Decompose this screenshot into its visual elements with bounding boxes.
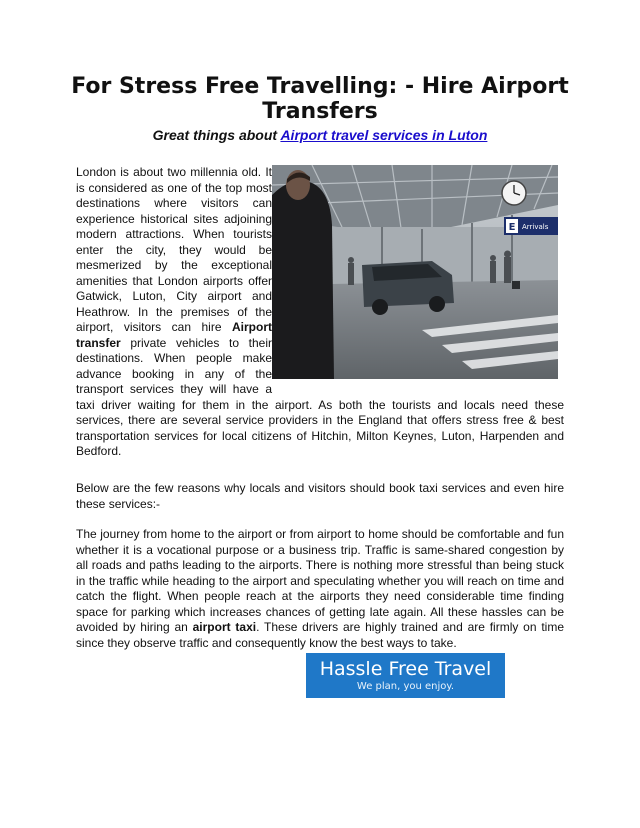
- sign-text: Arrivals: [522, 223, 549, 231]
- airport-transfer-keyword: Airport transfer: [76, 320, 272, 350]
- reasons-text: Below are the few reasons why locals and visitors should book taxi services and even hire these services:-: [76, 481, 564, 511]
- paragraph-reasons-intro: [76, 481, 564, 512]
- airport-taxi-keyword: airport taxi: [192, 620, 257, 634]
- hassle-free-travel-logo: [306, 653, 505, 698]
- intro-text-1: London is about two millennia old. It is considered as one of the top most destinations where visitors can experience historical sites adjoining modern attractions. When tourists enter the city, they would be mesmerized by the exceptional amenities that London airports offer Gatwick, Luton, City airport and Heathrow. In the premises of the airport, visitors can hire: [76, 165, 272, 334]
- subtitle-prefix: Great things about: [152, 127, 281, 143]
- journey-text-2: . These drivers are highly trained and are firmly on time since they observe traffic and consequently know the best ways to take.: [76, 620, 564, 650]
- intro-text-2: private vehicles to their destinations. When people make advance booking in any of the transport services they will have a taxi driver waiting for them in the airport. As both the tourists and locals need these services, there are several service providers in the England that offers stress free & best transportation services for local citizens of Hitchin, Milton Keynes, Luton, Harpenden and Bedford.: [76, 335, 564, 458]
- logo-name: Hassle Free Travel: [319, 658, 492, 680]
- airport-photo: [272, 165, 558, 379]
- document-title: For Stress Free Travelling: - Hire Airport Transfers: [71, 74, 569, 124]
- journey-text-1: The journey from home to the airport or from airport to home should be comfortable and fun whether it is a vocational purpose or a business trip. Traffic is same-shared congestion by all roads and paths leading to the airports. There is nothing more stressful than being stuck in the traffic while heading to the airport and speculating whether you will reach on time and catch the flight. When people reach at the airports they need considerable time finding space for parking which increases chances of getting late again. All these hassles can be avoided by hiring an: [76, 527, 564, 634]
- sign-letter: E: [508, 222, 516, 233]
- logo-tagline: We plan, you enjoy.: [356, 681, 455, 692]
- airport-travel-link[interactable]: Airport travel services in Luton: [280, 127, 488, 143]
- document-subtitle: [60, 127, 580, 143]
